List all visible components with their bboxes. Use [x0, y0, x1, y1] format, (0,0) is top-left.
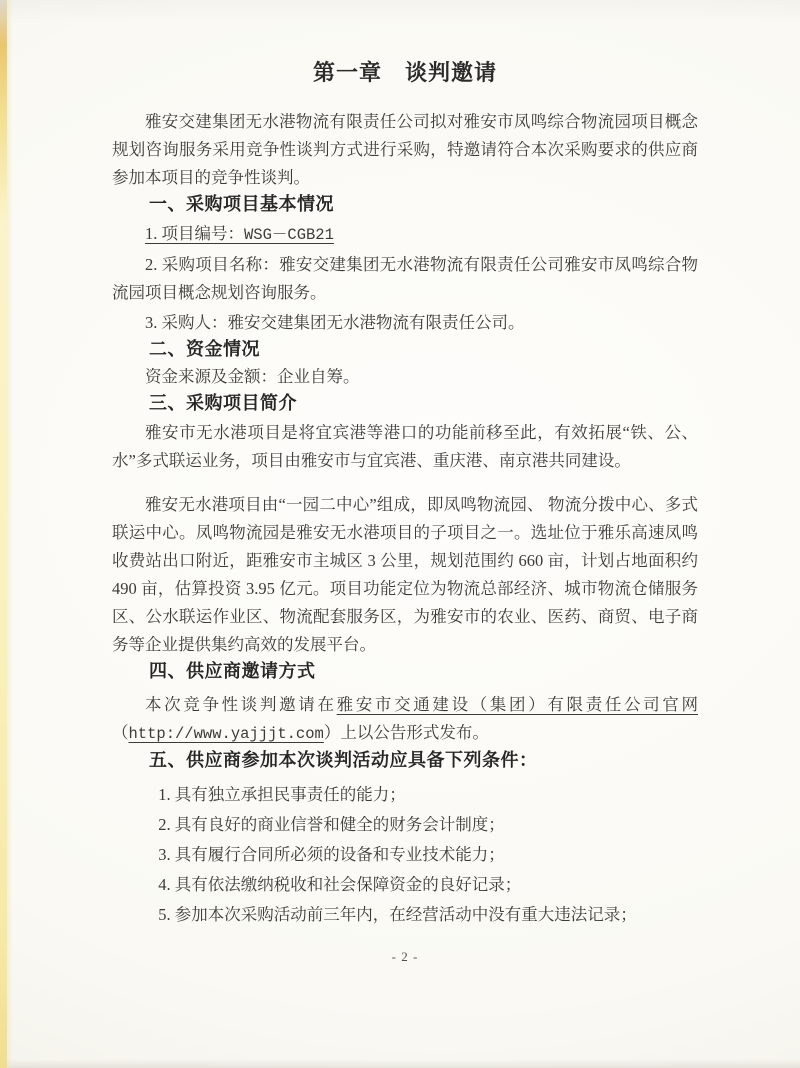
- condition-item: 1. 具有独立承担民事责任的能力；: [158, 785, 406, 804]
- website-url: http://www.yajjjt.com: [128, 725, 324, 743]
- page-number: - 2 -: [391, 949, 419, 964]
- funds-source-line: 资金来源及金额：企业自筹。: [145, 367, 360, 386]
- conditions-list: [112, 780, 698, 930]
- project-name-line: 2. 采购项目名称：雅安交建集团无水港物流有限责任公司雅安市凤鸣综合物流园项目概念规划咨询服务。: [112, 255, 698, 302]
- chapter-title: 第一章 谈判邀请: [312, 60, 497, 85]
- condition-item: 2. 具有良好的商业信誉和健全的财务会计制度；: [158, 815, 505, 834]
- project-number-value: WSG－CGB21: [244, 226, 334, 244]
- section-heading-project-brief: 三、采购项目简介: [149, 393, 297, 413]
- brief-paragraph-1: 雅安市无水港项目是将宜宾港等港口的功能前移至此，有效拓展“铁、公、水”多式联运业务，项目由雅安市与宜宾港、重庆港、南京港共同建设。: [112, 423, 698, 470]
- paren-open: （: [112, 723, 129, 742]
- condition-item: 3. 具有履行合同所必须的设备和专业技术能力；: [158, 845, 505, 864]
- official-website-name: 雅安市交通建设（集团）有限责任公司官网: [336, 695, 699, 714]
- condition-item: 4. 具有依法缴纳税收和社会保障资金的良好记录；: [158, 875, 522, 894]
- document-content: [112, 0, 698, 966]
- brief-paragraph-2: 雅安无水港项目由“一园二中心”组成，即凤鸣物流园、 物流分拨中心、多式联运中心。凤鸣物流园是雅安无水港项目的子项目之一。选址位于雅乐高速凤鸣收费站出口附近，距雅安市主城区 3 公里，规划范围约 660 亩，计划占地面积约 490 亩，估算投资 3.95 亿元。项目功能定位为物流总部经济、城市物流仓储服务区、公水联运作业区、物流配套服务区，为雅安市的农业、医药、商贸、电子商务等企业提供集约高效的发展平台。: [112, 495, 698, 654]
- section-heading-supplier-conditions: 五、供应商参加本次谈判活动应具备下列条件：: [149, 750, 538, 770]
- page-edge-fade: [7, 0, 13, 1068]
- project-number-line: [112, 220, 698, 249]
- invitation-paragraph: [112, 691, 698, 748]
- section-heading-funds: 二、资金情况: [149, 339, 260, 359]
- page-edge-yellow-strip: [0, 0, 7, 1068]
- condition-item: 5. 参加本次采购活动前三年内，在经营活动中没有重大违法记录；: [158, 905, 637, 924]
- invitation-text-after: ）上以公告形式发布。: [323, 723, 489, 742]
- intro-paragraph: 雅安交建集团无水港物流有限责任公司拟对雅安市凤鸣综合物流园项目概念规划咨询服务采用竞争性谈判方式进行采购，特邀请符合本次采购要求的供应商参加本项目的竞争性谈判。: [112, 112, 698, 187]
- project-number-label: 1. 项目编号：: [145, 224, 244, 243]
- purchaser-line: 3. 采购人：雅安交建集团无水港物流有限责任公司。: [145, 313, 525, 332]
- section-heading-basic-info: 一、采购项目基本情况: [149, 194, 334, 214]
- section-heading-invitation-method: 四、供应商邀请方式: [149, 661, 316, 681]
- invitation-text-before: 本次竞争性谈判邀请在: [145, 695, 337, 714]
